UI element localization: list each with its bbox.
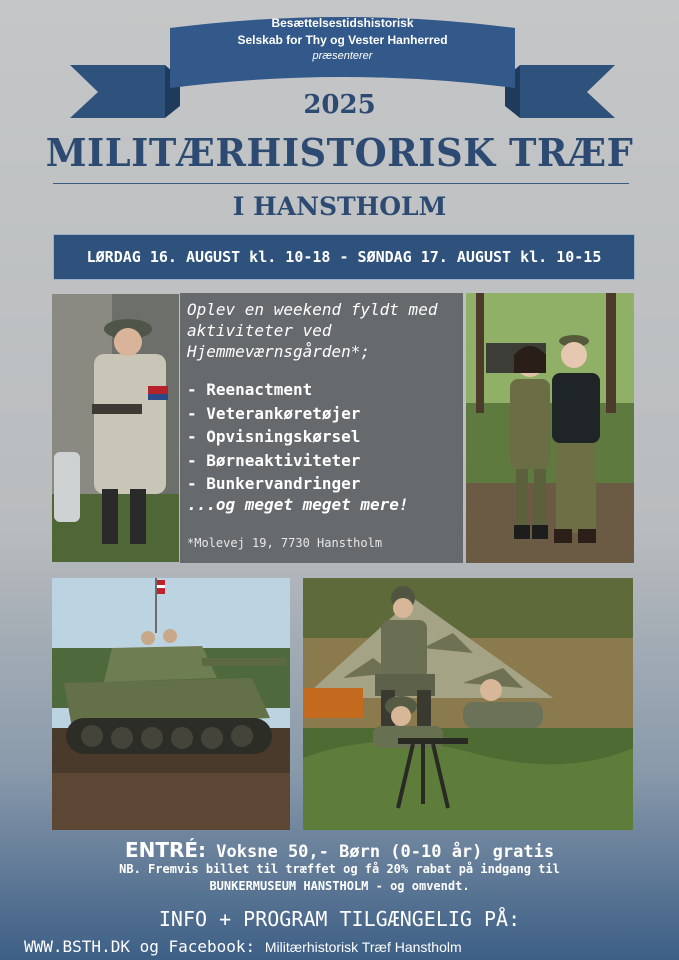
activity-item: - Børneaktiviteter <box>187 450 361 470</box>
organizer-name-line1: Besættelsestidshistorisk <box>271 16 414 30</box>
event-dates-bar: LØRDAG 16. AUGUST kl. 10-18 - SØNDAG 17. AUGUST kl. 10-15 <box>53 234 635 280</box>
organizer-name-line2: Selskab for Thy og Vester Hanherred <box>237 33 448 47</box>
title-divider <box>53 183 629 184</box>
event-location-title: I HANSTHOLM <box>232 192 447 221</box>
facebook-page-name: Militærhistorisk Træf Hanstholm <box>264 939 462 955</box>
info-heading: INFO + PROGRAM TILGÆNGELIG PÅ: <box>158 907 521 931</box>
activity-item: - Bunkervandringer <box>187 474 361 493</box>
photo-vintage-tank <box>52 578 290 830</box>
activity-item: - Reenactment <box>187 380 313 399</box>
activities-panel <box>180 293 463 563</box>
entry-prices <box>0 838 679 862</box>
venue-address: *Molevej 19, 7730 Hanstholm <box>187 536 383 550</box>
presents-text: præsenterer <box>312 50 373 62</box>
discount-note-line1: NB. Fremvis billet til træffet og få 20% rabat på indgang til <box>119 862 560 876</box>
photo-women-in-uniform <box>466 293 634 563</box>
activities-more: ...og meget meget mere! <box>187 495 409 514</box>
web-info-line <box>24 937 462 956</box>
entry-price-text: Voksne 50,- Børn (0-10 år) gratis <box>216 842 555 862</box>
activities-intro: Oplev en weekend fyldt med aktiviteter ved Hjemmeværnsgården*; <box>187 300 438 361</box>
activity-item: - Veterankøretøjer <box>187 403 361 423</box>
discount-note-line2: BUNKERMUSEUM HANSTHOLM - og omvendt. <box>209 879 470 893</box>
event-title: MILITÆRHISTORISK TRÆF <box>45 130 634 175</box>
activities-list <box>187 378 360 496</box>
activity-item: - Opvisningskørsel <box>187 427 361 446</box>
photo-reenactment-camp <box>303 578 633 830</box>
website-link: WWW.BSTH.DK og Facebook: <box>24 937 256 956</box>
entry-label: ENTRÉ: <box>124 838 207 862</box>
event-year: 2025 <box>303 90 376 120</box>
photo-reenactor-soldier <box>52 294 179 562</box>
